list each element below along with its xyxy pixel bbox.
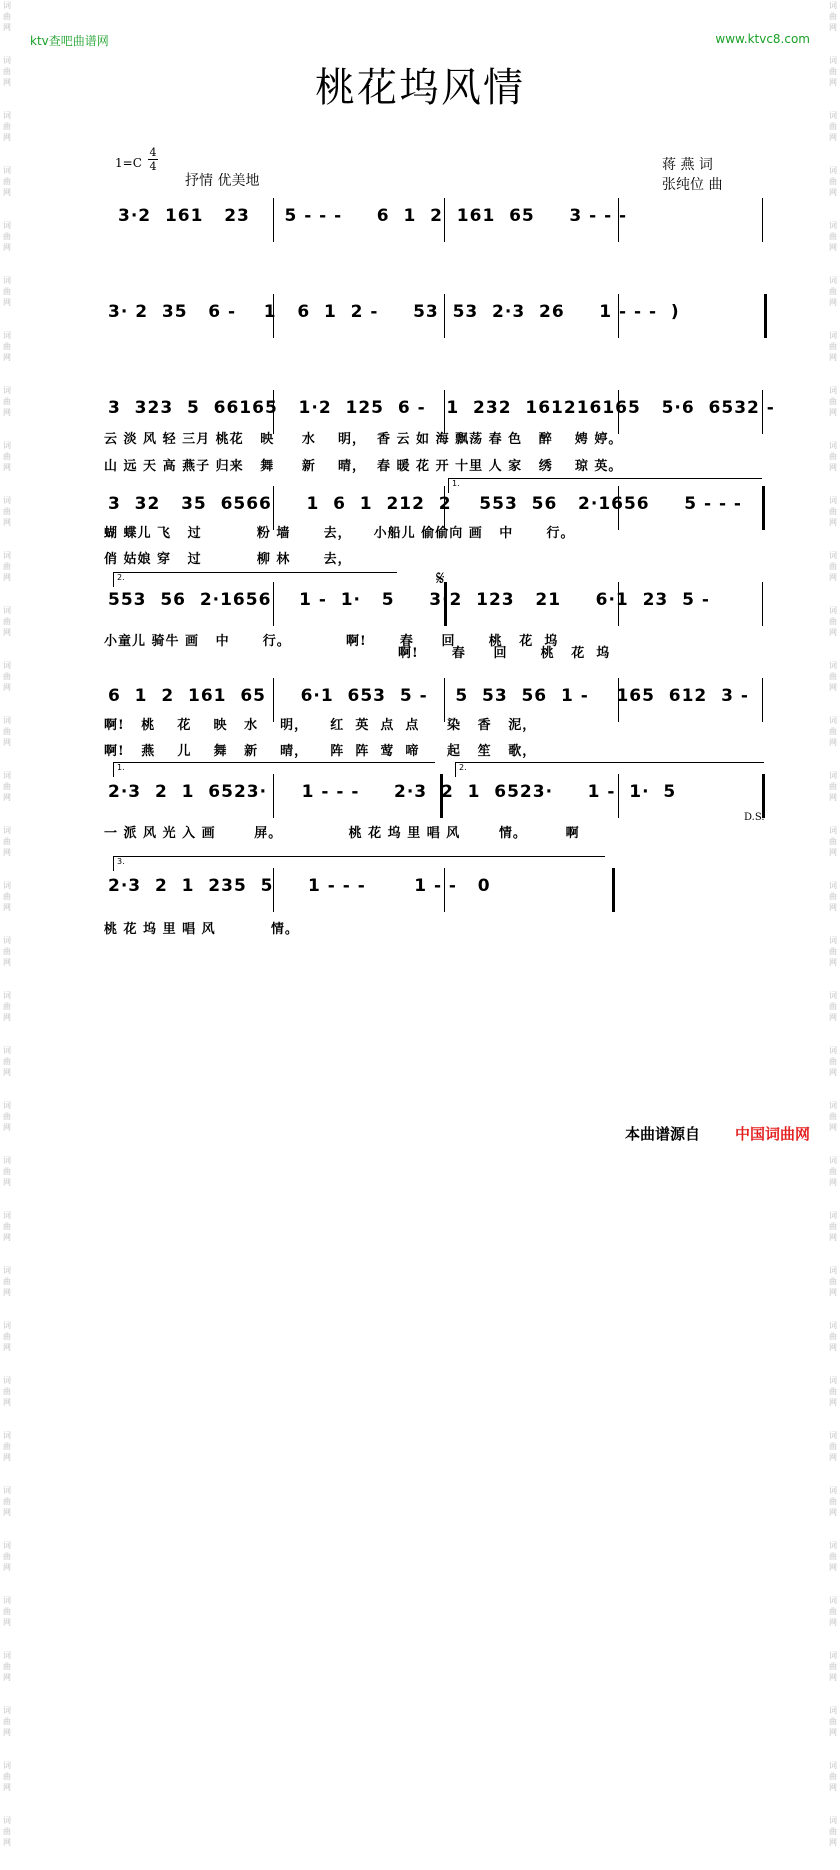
song-title: 桃花坞风情	[315, 65, 525, 111]
composer-credit: 张纯位 曲	[662, 177, 723, 193]
barline	[762, 678, 763, 722]
barline	[273, 390, 274, 434]
barline-repeat	[440, 774, 443, 818]
barline	[273, 582, 274, 626]
score-row-6-lyrics-2: 啊! 燕 儿 舞 新 晴， 阵 阵 莺 啼 起 笙 歌，	[104, 744, 537, 759]
barline	[444, 198, 445, 242]
footer-source-brand[interactable]: 中国词曲网	[734, 1125, 810, 1143]
right-watermark-strip: 词 曲 网 词 曲 网 词 曲 网 词 曲 网 词 曲 网 词 曲 网 词 曲 网 词 曲 网 词 曲 网 词 曲 网 词 曲 网 词 曲 网 词 曲 网 词 曲 网 词 曲 网 词 曲 网 词 曲 网 词 曲 网 词 曲 网 词 曲 网 词 曲 网 词 曲 网 词 曲 网 词 曲 网 词 曲 网 词 曲 网 词 曲 网 词 曲 网 词 曲 网 词 曲 网 词 曲 网 词 曲 网 词 曲 网 词 曲 网	[829, 1, 837, 1847]
score-row-7-lyrics-1: 一 派 风 光 入 画 屏。 桃 花 坞 里 唱 风 情。 啊	[104, 826, 580, 841]
barline-final	[612, 868, 615, 912]
volta-2: 2.	[113, 572, 397, 587]
barline	[618, 198, 619, 242]
barline	[618, 390, 619, 434]
barline-repeat	[762, 486, 765, 530]
tempo-marking: 抒情 优美地	[185, 173, 260, 189]
time-signature	[148, 146, 158, 173]
key-signature: 1=C	[115, 156, 142, 170]
score-row-3-lyrics-2: 山 远 天 高 燕子 归来 舞 新 晴， 春 暖 花 开 十里 人 家 绣 琼 英。	[104, 459, 623, 474]
barline	[618, 582, 619, 626]
barline	[444, 486, 445, 530]
barline	[444, 678, 445, 722]
dal-segno-mark: D.S.	[744, 812, 765, 823]
barline	[762, 390, 763, 434]
volta-1-top: 1.	[448, 478, 762, 493]
barline	[273, 486, 274, 530]
score-row-4-lyrics-2: 俏 姑娘 穿 过 柳 林 去，	[104, 552, 352, 567]
score-row-7-notes: 2·3 2 1 6523· 1 - - - 2·3 2 1 6523· 1 - 1· 5	[108, 782, 677, 802]
volta-2-bottom: 2.	[455, 762, 764, 777]
score-row-4-notes: 3 32 35 6566 1 6 1 212 2 553 56 2·1656 5 - - -	[108, 494, 742, 514]
score-row-3-lyrics-1: 云 淡 风 轻 三月 桃花 映 水 明， 香 云 如 海 飘荡 春 色 醉 娉 婷。	[104, 432, 623, 447]
volta-1-bottom: 1.	[113, 762, 435, 777]
score-row-2-notes: 3· 2 35 6 - 1 6 1 2 - 53 53 2·3 26 1 - - - )	[108, 302, 680, 322]
lyricist-credit: 蒋 燕 词	[662, 157, 713, 173]
barline	[618, 294, 619, 338]
score-row-8-notes: 2·3 2 1 235 5 1 - - - 1 - - 0	[108, 876, 491, 896]
barline-repeat	[762, 774, 765, 818]
barline	[618, 678, 619, 722]
score-row-5-notes: 553 56 2·1656 1 - 1· 5 3·2 123 21 6·1 23 5 -	[108, 590, 710, 610]
barline	[762, 582, 763, 626]
score-row-3-notes: 3 323 5 66165 1·2 125 6 - 1 232 161216165 5·6 6532 -	[108, 398, 775, 418]
score-row-5-lyrics-2: 啊! 春 回 桃 花 坞	[398, 646, 611, 661]
score-row-5-lyrics-1: 小童儿 骑牛 画 中 行。 啊! 春 回 桃 花 坞	[104, 634, 559, 649]
score-row-4-lyrics-1: 蝴 蝶儿 飞 过 粉 墙 去， 小船儿 偷偷向 画 中 行。	[104, 526, 575, 541]
barline	[762, 198, 763, 242]
score-row-8-lyrics-1: 桃 花 坞 里 唱 风 情。	[104, 922, 299, 937]
footer-source-label: 本曲谱源自	[624, 1125, 700, 1143]
barline-end-repeat	[764, 294, 767, 338]
barline	[273, 198, 274, 242]
barline	[618, 486, 619, 530]
barline	[618, 774, 619, 818]
barline	[273, 294, 274, 338]
barline	[273, 868, 274, 912]
time-top: 4	[149, 146, 157, 159]
time-bottom: 4	[149, 160, 157, 173]
barline	[444, 390, 445, 434]
score-row-1-notes: 3·2 161 23 5 - - - 6 1 2 161 65 3 - - -	[118, 206, 628, 226]
score-row-6-lyrics-1: 啊! 桃 花 映 水 明， 红 英 点 点 染 香 泥，	[104, 718, 537, 733]
barline	[273, 774, 274, 818]
header-right-brand[interactable]: www.ktvc8.com	[715, 32, 810, 46]
barline	[444, 294, 445, 338]
barline	[444, 868, 445, 912]
left-watermark-strip: 词 曲 网 词 曲 网 词 曲 网 词 曲 网 词 曲 网 词 曲 网 词 曲 网 词 曲 网 词 曲 网 词 曲 网 词 曲 网 词 曲 网 词 曲 网 词 曲 网 词 曲 网 词 曲 网 词 曲 网 词 曲 网 词 曲 网 词 曲 网 词 曲 网 词 曲 网 词 曲 网 词 曲 网 词 曲 网 词 曲 网 词 曲 网 词 曲 网 词 曲 网 词 曲 网 词 曲 网 词 曲 网 词 曲 网 词 曲 网	[3, 1, 11, 1847]
header-left-brand[interactable]: ktv查吧曲谱网	[30, 34, 109, 48]
score-row-6-notes: 6 1 2 161 65 6·1 653 5 - 5 53 56 1 - 165 612 3 -	[108, 686, 749, 706]
segno-icon: 𝄋	[436, 566, 445, 590]
barline-double	[444, 582, 447, 626]
volta-3: 3.	[113, 856, 605, 871]
barline	[273, 678, 274, 722]
